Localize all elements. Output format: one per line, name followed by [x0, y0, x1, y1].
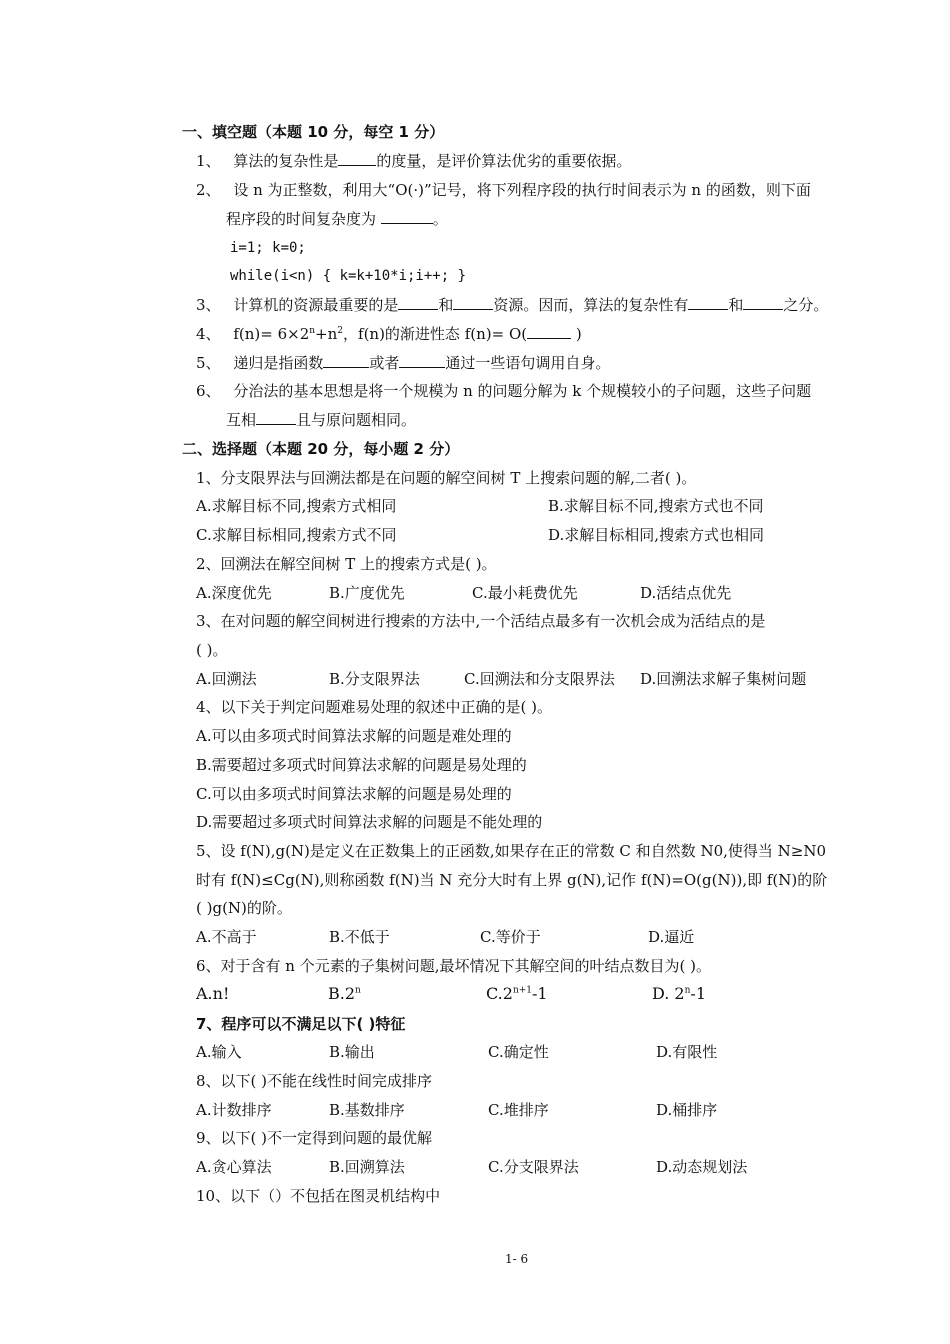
- q-number: 4、: [196, 325, 221, 343]
- s1-q2-line1: [196, 180, 811, 200]
- s2-q2-option-b: B.广度优先: [329, 584, 405, 602]
- q-text: 通过一些语句调用自身。: [445, 354, 611, 372]
- s2-q7-option-c: C.确定性: [488, 1043, 549, 1061]
- answer-blank[interactable]: [323, 353, 369, 368]
- s2-q4-option-b: B.需要超过多项式时间算法求解的问题是易处理的: [196, 756, 527, 774]
- code-line-1: i=1; k=0;: [230, 240, 306, 256]
- answer-blank[interactable]: [256, 410, 296, 425]
- q-text: 设 n 为正整数，利用大“O(·)”记号，将下列程序段的执行时间表示为 n 的函数，则下面: [233, 181, 811, 199]
- s2-q9-option-d: D.动态规划法: [656, 1158, 748, 1176]
- s2-q1-stem: 1、分支限界法与回溯法都是在问题的解空间树 T 上搜索问题的解,二者( )。: [196, 469, 697, 487]
- q-text: 计算机的资源最重要的是: [233, 296, 399, 314]
- s2-q4-option-a: A.可以由多项式时间算法求解的问题是难处理的: [196, 727, 512, 745]
- s2-q8-option-a: A.计数排序: [196, 1101, 272, 1119]
- s2-q7-option-d: D.有限性: [656, 1043, 718, 1061]
- s2-q3-option-b: B.分支限界法: [329, 670, 420, 688]
- s2-q5-stem-1: 5、设 f(N),g(N)是定义在正数集上的正函数,如果存在正的常数 C 和自然数 N0,使得当 N≥N0: [196, 842, 827, 860]
- q-text: f(n)= 6×2: [233, 325, 310, 343]
- option-text: -1: [690, 984, 706, 1003]
- q-text: 互相: [226, 411, 257, 429]
- q-text: 的度量，是评价算法优劣的重要依据。: [376, 152, 632, 170]
- answer-blank[interactable]: [399, 353, 445, 368]
- superscript: n: [684, 985, 691, 996]
- page-number: 1- 6: [505, 1252, 529, 1266]
- s2-q3-stem-2: ( )。: [196, 641, 228, 659]
- s2-q4-stem: 4、以下关于判定问题难易处理的叙述中正确的是( )。: [196, 698, 553, 716]
- q-text: 。: [432, 210, 448, 228]
- s2-q6-option-d: [652, 984, 706, 1004]
- q-text: 程序段的时间复杂度为: [226, 210, 377, 228]
- q-text: 之分。: [783, 296, 829, 314]
- answer-blank[interactable]: [453, 295, 493, 310]
- option-text: D. 2: [652, 984, 685, 1003]
- q-text: 和: [728, 296, 744, 314]
- s2-q1-option-c: C.求解目标相同,搜索方式不同: [196, 526, 397, 544]
- s2-q9-stem: 9、以下( )不一定得到问题的最优解: [196, 1129, 433, 1147]
- s1-q2-line2: [226, 209, 448, 229]
- s2-q2-stem: 2、回溯法在解空间树 T 上的搜索方式是( )。: [196, 555, 497, 573]
- s2-q5-option-b: B.不低于: [329, 928, 390, 946]
- s2-q7-stem: 7、程序可以不满足以下( )特征: [196, 1015, 406, 1033]
- s2-q3-option-c: C.回溯法和分支限界法: [464, 670, 615, 688]
- q-number: 3、: [196, 296, 221, 314]
- s1-q3: [196, 295, 828, 315]
- s2-q4-option-d: D.需要超过多项式时间算法求解的问题是不能处理的: [196, 813, 543, 831]
- s2-q5-option-a: A.不高于: [196, 928, 257, 946]
- answer-blank[interactable]: [527, 324, 571, 339]
- answer-blank[interactable]: [743, 295, 783, 310]
- code-line-2: while(i<n) { k=k+10*i;i++; }: [230, 268, 467, 284]
- answer-blank[interactable]: [381, 209, 433, 224]
- answer-blank[interactable]: [398, 295, 438, 310]
- q-text: 分治法的基本思想是将一个规模为 n 的问题分解为 k 个规模较小的子问题，这些子问题: [233, 382, 812, 400]
- s1-q5: [196, 353, 610, 373]
- superscript: 2: [337, 326, 344, 336]
- option-text: B.2: [328, 984, 356, 1003]
- s2-q1-option-a: A.求解目标不同,搜索方式相同: [196, 497, 397, 515]
- s2-q6-option-c: [486, 984, 548, 1004]
- q-number: 1、: [196, 152, 221, 170]
- s2-q5-stem-2: 时有 f(N)≤Cg(N),则称函数 f(N)当 N 充分大时有上界 g(N),记作 f(N)=O(g(N)),即 f(N)的阶: [196, 871, 828, 889]
- s2-q6-option-b: [328, 984, 361, 1004]
- s2-q9-option-c: C.分支限界法: [488, 1158, 579, 1176]
- s2-q2-option-a: A.深度优先: [196, 584, 272, 602]
- q-number: 6、: [196, 382, 221, 400]
- q-text: 资源。因而，算法的复杂性有: [493, 296, 689, 314]
- option-text: -1: [532, 984, 548, 1003]
- answer-blank[interactable]: [338, 151, 376, 166]
- s2-q3-option-a: A.回溯法: [196, 670, 257, 688]
- section2-heading: 二、选择题（本题 20 分，每小题 2 分）: [182, 440, 460, 458]
- q-number: 2、: [196, 181, 221, 199]
- superscript: n: [355, 985, 361, 996]
- s1-q6-line1: [196, 381, 811, 401]
- q-text: 算法的复杂性是: [233, 152, 339, 170]
- s2-q6-option-a: A.n!: [196, 984, 230, 1003]
- section1-heading: 一、填空题（本题 10 分，每空 1 分）: [182, 123, 445, 141]
- s2-q1-option-d: D.求解目标相同,搜索方式也相同: [548, 526, 765, 544]
- s2-q10-stem: 10、以下（）不包括在图灵机结构中: [196, 1187, 441, 1205]
- s2-q5-option-c: C.等价于: [480, 928, 541, 946]
- s2-q2-option-d: D.活结点优先: [640, 584, 732, 602]
- s2-q5-stem-3: ( )g(N)的阶。: [196, 899, 292, 917]
- q-text: ，f(n)的渐进性态 f(n)= O(: [343, 325, 528, 343]
- q-text: 递归是指函数: [233, 354, 324, 372]
- s2-q7-option-b: B.输出: [329, 1043, 375, 1061]
- q-text: 且与原问题相同。: [296, 411, 417, 429]
- s2-q8-option-c: C.堆排序: [488, 1101, 549, 1119]
- s2-q9-option-b: B.回溯算法: [329, 1158, 405, 1176]
- superscript: n+1: [512, 985, 533, 996]
- answer-blank[interactable]: [688, 295, 728, 310]
- s2-q6-stem: 6、对于含有 n 个元素的子集树问题,最坏情况下其解空间的叶结点数目为( )。: [196, 957, 711, 975]
- s2-q7-option-a: A.输入: [196, 1043, 242, 1061]
- s2-q9-option-a: A.贪心算法: [196, 1158, 272, 1176]
- s2-q8-stem: 8、以下( )不能在线性时间完成排序: [196, 1072, 433, 1090]
- q-text: +n: [315, 325, 338, 343]
- superscript: n: [309, 326, 316, 336]
- s2-q1-option-b: B.求解目标不同,搜索方式也不同: [548, 497, 764, 515]
- q-text: 或者: [369, 354, 400, 372]
- s2-q8-option-d: D.桶排序: [656, 1101, 718, 1119]
- option-text: C.2: [486, 984, 513, 1003]
- q-text: 和: [438, 296, 454, 314]
- s2-q3-stem-1: 3、在对问题的解空间树进行搜索的方法中,一个活结点最多有一次机会成为活结点的是: [196, 612, 766, 630]
- s2-q2-option-c: C.最小耗费优先: [472, 584, 578, 602]
- s1-q6-line2: [226, 410, 416, 430]
- s2-q4-option-c: C.可以由多项式时间算法求解的问题是易处理的: [196, 785, 512, 803]
- q-number: 5、: [196, 354, 221, 372]
- s1-q1: [196, 151, 631, 171]
- s2-q8-option-b: B.基数排序: [329, 1101, 405, 1119]
- s2-q5-option-d: D.逼近: [648, 928, 695, 946]
- s1-q4: [196, 324, 582, 344]
- q-text: ): [571, 325, 582, 343]
- s2-q3-option-d: D.回溯法求解子集树问题: [640, 670, 807, 688]
